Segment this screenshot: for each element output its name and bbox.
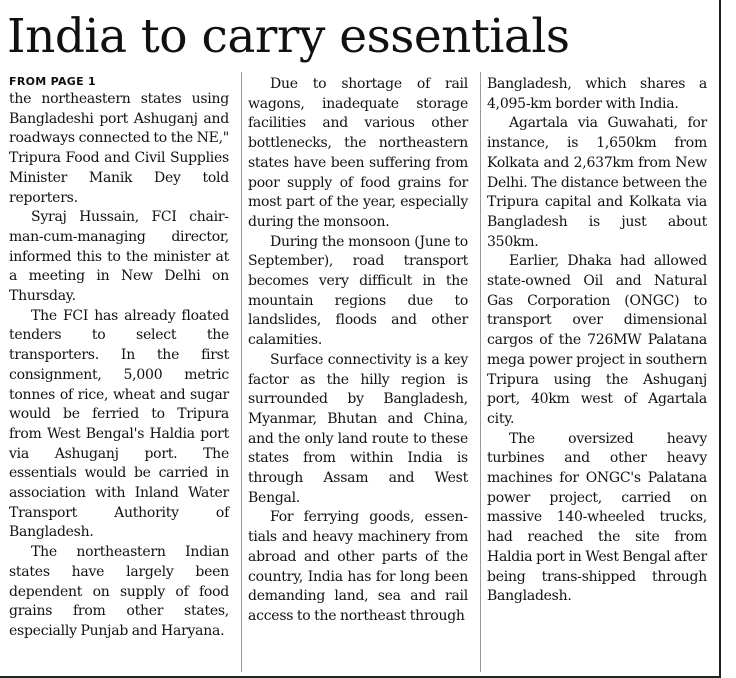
jump-line: FROM PAGE 1: [9, 75, 97, 88]
paragraph: The northeastern Indian states have largely been dependent on supply of food grains from other states, especially Punjab and Haryana.: [9, 544, 229, 639]
paragraph: The FCI has already floated tenders to select the transporters. In the first consignment, 5,000 metric tonnes of rice, wheat and sugar would be ferried to Tripura from West Bengal's Haldia port via Ashuganj port. The essentials would be carried in association with Inland Water Transport Authority of Bangladesh.: [9, 307, 229, 541]
paragraph: Surface connectivity is a key factor as the hilly region is surrounded by Bangladesh, Myanmar, Bhutan and China, and the only land route to these states from within India is through Assam and West Bengal.: [248, 351, 468, 506]
article-column-2: [248, 75, 468, 627]
paragraph: the northeastern states using Bangladeshi port Ashuganj and roadways connected to the NE," Tripura Food and Civil Supplies Minister Manik Dey told reporters.: [9, 91, 229, 206]
paragraph: Agartala via Guwahati, for instance, is 1,650km from Kolkata and 2,637km from New Delhi. The distance between the Tripura capital and Kolkata via Bangladesh is just about 350km.: [487, 115, 707, 250]
article-column-1: [9, 75, 229, 642]
paragraph: Earlier, Dhaka had allowed state-owned Oil and Natural Gas Corporation (ONGC) to transport over dimensional cargos of the 726MW Palatana mega power project in southern Tripura using the Ashuganj port, 40km west of Agartala city.: [487, 253, 707, 427]
headline: India to carry essentials: [7, 9, 570, 64]
paragraph: Due to shortage of rail wagons, inadequate storage facilities and various other bottlenecks, the northeastern states have been suffering from poor supply of food grains for most part of the year, especially during the monsoon.: [248, 76, 468, 230]
paragraph: Bangladesh, which shares a 4,095-km border with India.: [487, 76, 707, 112]
article-column-3: [487, 75, 707, 607]
paragraph: Syraj Hussain, FCI chairman-cum-managing director, informed this to the minister at a meeting in New Delhi on Thursday.: [9, 209, 229, 305]
column-divider: [480, 72, 481, 672]
paragraph: The oversized heavy turbines and other heavy machines for ONGC's Palatana power project, carried on massive 140-wheeled trucks, had reached the site from Haldia port in West Bengal after being trans-shipped through Bangladesh.: [487, 430, 707, 605]
page-border-right: [719, 0, 721, 678]
paragraph: During the monsoon (June to September), road transport becomes very difficult in the mountain regions due to landslides, floods and other calamities.: [248, 233, 468, 349]
column-divider: [241, 72, 242, 672]
paragraph: For ferrying goods, essentials and heavy machinery from abroad and other parts of the country, India has for long been demanding land, sea and rail access to the northeast through: [248, 509, 468, 624]
